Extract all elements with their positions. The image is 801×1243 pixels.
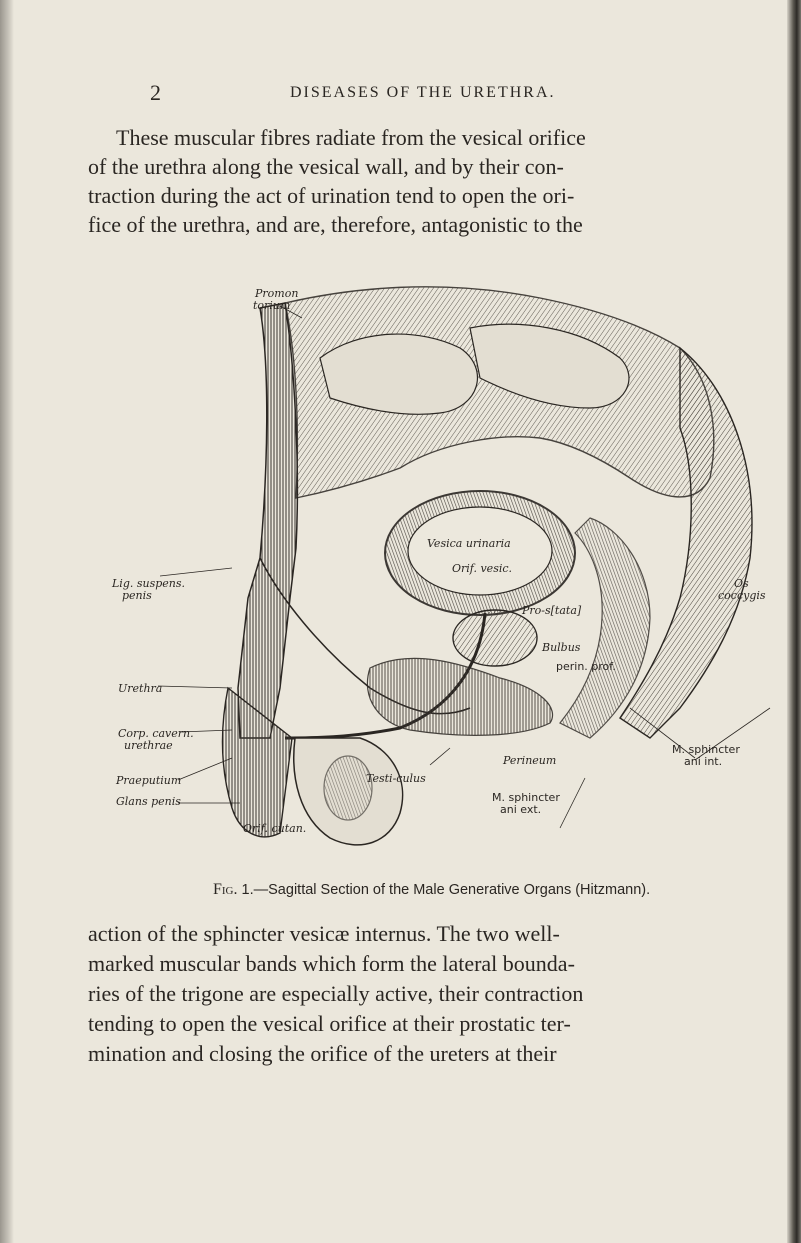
- page-gutter-shadow: [0, 0, 14, 1243]
- text-line: These muscular fibres radiate from the vesical orifice: [116, 125, 586, 150]
- anatomical-illustration: [120, 268, 780, 858]
- label-praeputium: Praeputium: [116, 774, 182, 787]
- label-sphincter-ani-int: M. sphincter: [672, 743, 740, 756]
- text-line: action of the sphincter vesicæ internus. The two well-: [88, 921, 560, 946]
- text-line: fice of the urethra, and are, therefore, antagonistic to the: [88, 212, 583, 237]
- label-urethra: Urethra: [118, 682, 163, 695]
- running-head: DISEASES OF THE URETHRA.: [290, 84, 556, 101]
- label-corp-cavern: Corp. cavern.: [118, 727, 194, 740]
- text-line: marked muscular bands which form the lateral bounda-: [88, 951, 575, 976]
- label-testiculus: Testi-culus: [366, 772, 426, 785]
- text-line: traction during the act of urination tend to open the ori-: [88, 183, 575, 208]
- label-prostata: Pro-s[tata]: [522, 604, 582, 617]
- text-line: mination and closing the orifice of the ureters at their: [88, 1041, 557, 1066]
- label-orif-vesic: Orif. vesic.: [452, 562, 513, 575]
- figure-caption: [213, 881, 650, 899]
- text-line: of the urethra along the vesical wall, and by their con-: [88, 154, 564, 179]
- label-os-coccygis: Os: [734, 577, 749, 590]
- label-promontorium: Promon: [255, 287, 299, 300]
- book-edge-shadow: [787, 0, 801, 1243]
- text-line: tending to open the vesical orifice at their prostatic ter-: [88, 1011, 571, 1036]
- label-sphincter-ani-ext-cont: ani ext.: [500, 803, 542, 816]
- label-perin-prof: perin. prof.: [556, 660, 616, 673]
- label-corp-cavern-cont: urethrae: [124, 739, 173, 752]
- label-bulbus: Bulbus: [542, 641, 581, 654]
- label-glans-penis: Glans penis: [116, 795, 181, 808]
- label-lig-suspens-cont: penis: [122, 589, 152, 602]
- page-number: 2: [150, 80, 161, 105]
- label-lig-suspens: Lig. suspens.: [112, 577, 186, 590]
- label-sphincter-ani-int-cont: ani int.: [684, 755, 723, 768]
- label-orif-cutan: Orif. cutan.: [243, 822, 307, 835]
- label-os-coccygis-cont: coccygis: [718, 589, 766, 602]
- text-line: ries of the trigone are especially active, their contraction: [88, 981, 584, 1006]
- figure-number-label: Fig.: [213, 881, 238, 898]
- label-vesica-urinaria: Vesica urinaria: [427, 537, 511, 550]
- figure-caption-text: 1.—Sagittal Section of the Male Generative Organs (Hitzmann).: [241, 882, 651, 898]
- label-sphincter-ani-ext: M. sphincter: [492, 791, 560, 804]
- label-perineum: Perineum: [503, 754, 557, 767]
- label-promontorium-cont: torium: [253, 299, 291, 312]
